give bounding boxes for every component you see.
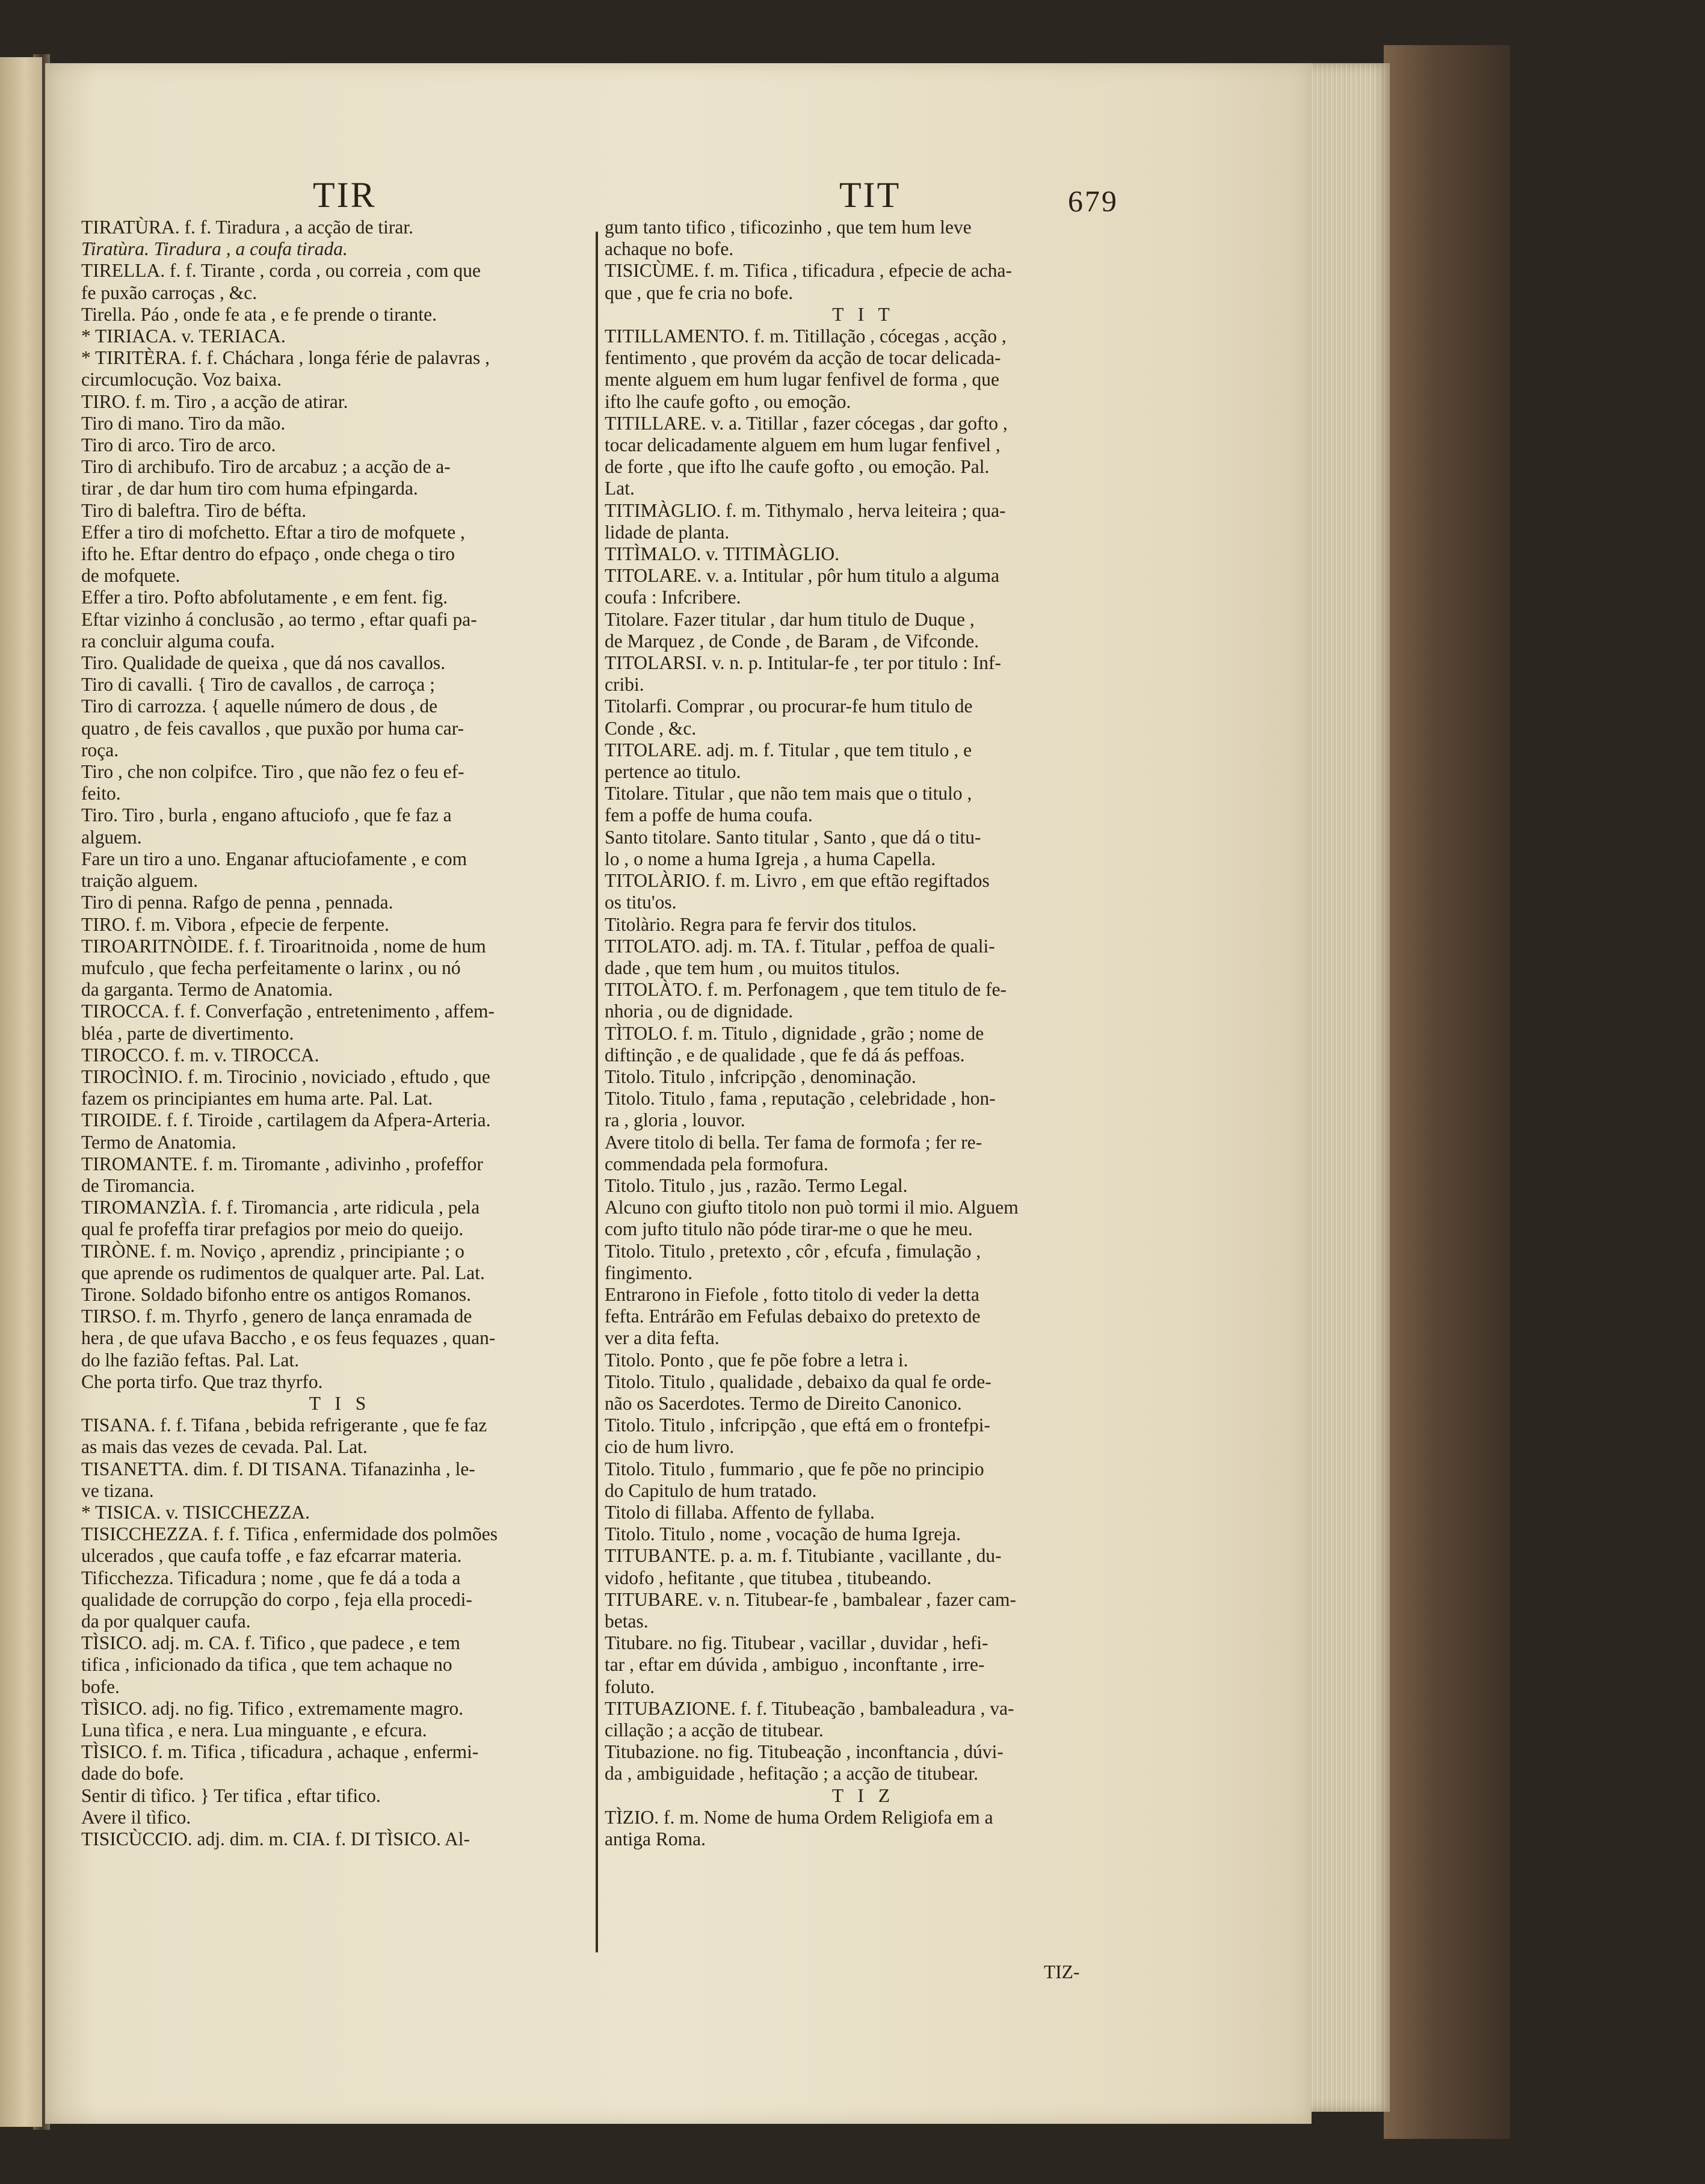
entry-line: TIRSO. f. m. Thyrfo , genero de lança enramada de	[81, 1306, 472, 1327]
entry-line: dade do bofe.	[81, 1763, 184, 1785]
entry-line: TITOLARSI. v. n. p. Intitular-fe , ter por titulo : Inf-	[605, 652, 1001, 674]
entry-line: Tirone. Soldado bifonho entre os antigos Romanos.	[81, 1283, 472, 1305]
entry-line: Tificchezza. Tificadura ; nome , que fe dá a toda a	[81, 1567, 461, 1588]
entry-line: fefta. Entrárão em Fefulas debaixo do pretexto de	[605, 1306, 981, 1327]
entry-line: fingimento.	[605, 1262, 693, 1283]
entry-line: ra , gloria , louvor.	[605, 1109, 745, 1131]
entry-line: TIROCÌNIO. f. m. Tirocinio , noviciado , eftudo , que	[81, 1066, 490, 1087]
entry-line: TÌTOLO. f. m. Titulo , dignidade , grão ; nome de	[605, 1022, 984, 1044]
entry-line: fentimento , que provém da acção de tocar delicada-	[605, 347, 1001, 369]
entry-line: TÌSICO. f. m. Tifica , tificadura , achaque , enfermi-	[81, 1741, 479, 1763]
entry-line: Tiro di carrozza. { aquelle número de dous , de	[81, 696, 438, 717]
entry-line: Eftar vizinho á conclusão , ao termo , eftar quafi pa-	[81, 608, 477, 630]
entry-line: do Capitulo de hum tratado.	[605, 1479, 817, 1501]
section-heading: T I S	[309, 1392, 371, 1414]
entry-line: TITOLARE. adj. m. f. Titular , que tem titulo , e	[605, 739, 972, 760]
entry-line: ver a dita fefta.	[605, 1327, 720, 1349]
entry-line: lo , o nome a huma Igreja , a huma Capella.	[605, 848, 936, 869]
entry-line: TIRO. f. m. Vibora , efpecie de ferpente.	[81, 913, 389, 935]
entry-line: do lhe fazião feftas. Pal. Lat.	[81, 1349, 300, 1371]
entry-line: dade , que tem hum , ou muitos titulos.	[605, 957, 900, 978]
entry-line: Lat.	[605, 478, 635, 499]
entry-line: fem a poffe de huma coufa.	[605, 804, 813, 826]
entry-line: cribi.	[605, 674, 644, 696]
entry-line: TIROARITNÒIDE. f. f. Tiroaritnoida , nome de hum	[81, 935, 486, 957]
entry-line: Effer a tiro. Pofto abfolutamente , e em fent. fig.	[81, 587, 448, 608]
entry-line: Tirella. Páo , onde fe ata , e fe prende o tirante.	[81, 303, 437, 325]
entry-line: ifto lhe caufe gofto , ou emoção.	[605, 390, 851, 412]
entry-line: TISICÙME. f. m. Tifica , tificadura , efpecie de acha-	[605, 260, 1013, 282]
entry-line: da , ambiguidade , hefitação ; a acção de titubear.	[605, 1763, 978, 1785]
entry-line: TISICÙCCIO. adj. dim. m. CIA. f. DI TÌSICO. Al-	[81, 1828, 470, 1850]
entry-line: Titubare. no fig. Titubear , vacillar , duvidar , hefi-	[605, 1632, 988, 1654]
entry-line: Titolare. Titular , que não tem mais que o titulo ,	[605, 783, 972, 804]
entry-line: TITOLÀRIO. f. m. Livro , em que eftão regiftados	[605, 870, 990, 892]
facing-page-edge	[0, 57, 42, 2127]
entry-line: bofe.	[81, 1676, 120, 1697]
entry-line: TITOLÀTO. f. m. Perfonagem , que tem titulo de fe-	[605, 979, 1007, 1001]
entry-line: Termo de Anatomia.	[81, 1131, 236, 1153]
entry-line: TITUBARE. v. n. Titubear-fe , bambalear , fazer cam-	[605, 1588, 1016, 1610]
entry-line: Luna tìfica , e nera. Lua minguante , e efcura.	[81, 1720, 427, 1741]
section-heading: T I T	[832, 303, 895, 325]
entry-line: de mofquete.	[81, 565, 180, 587]
catchword: TIZ-	[1044, 1961, 1080, 1982]
running-head-center: TIT	[839, 175, 901, 215]
entry-line: hera , de que ufava Baccho , e os feus fequazes , quan-	[81, 1327, 496, 1349]
entry-line: diftinção , e de qualidade , que fe dá ás peffoas.	[605, 1044, 965, 1066]
entry-line: que , que fe cria no bofe.	[605, 282, 794, 303]
entry-line: fazem os principiantes em huma arte. Pal. Lat.	[81, 1088, 433, 1109]
entry-line: Titolo. Titulo , pretexto , côr , efcufa , fimulação ,	[605, 1240, 981, 1262]
entry-line: Titolo. Ponto , que fe põe fobre a letra i.	[605, 1349, 908, 1371]
entry-line: TIRELLA. f. f. Tirante , corda , ou correia , com que	[81, 260, 481, 282]
entry-line: Titolare. Fazer titular , dar hum titulo de Duque ,	[605, 608, 975, 630]
entry-line: Tiratùra. Tiradura , a coufa tirada.	[81, 238, 348, 260]
entry-line: tirar , de dar hum tiro com huma efpingarda.	[81, 478, 418, 499]
entry-line: bléa , parte de divertimento.	[81, 1022, 294, 1044]
entry-line: antiga Roma.	[605, 1828, 706, 1850]
entry-line: Sentir di tìfico. } Ter tifica , eftar tifico.	[81, 1785, 381, 1806]
page-stack-edges	[1300, 63, 1390, 2112]
entry-line: cillação ; a acção de titubear.	[605, 1720, 824, 1741]
entry-line: Titolo di fillaba. Affento de fyllaba.	[605, 1501, 875, 1523]
column-rule	[596, 232, 598, 1952]
page-number: 679	[1068, 184, 1118, 218]
entry-line: gum tanto tifico , tificozinho , que tem hum leve	[605, 217, 972, 238]
entry-line: TÌSICO. adj. m. CA. f. Tifico , que padece , e tem	[81, 1632, 460, 1654]
entry-line: TIROCCO. f. m. v. TIROCCA.	[81, 1044, 319, 1066]
entry-line: Avere il tìfico.	[81, 1806, 191, 1828]
entry-line: TITOLARE. v. a. Intitular , pôr hum titulo a alguma	[605, 565, 1000, 587]
entry-line: TIROCCA. f. f. Converfação , entretenimento , affem-	[81, 1001, 495, 1022]
entry-line: coufa : Infcribere.	[605, 587, 741, 608]
entry-line: Tiro di cavalli. { Tiro de cavallos , de carroça ;	[81, 674, 435, 696]
left-column	[81, 217, 599, 1850]
entry-line: * TIRITÈRA. f. f. Cháchara , longa férie de palavras ,	[81, 347, 490, 369]
entry-line: TIRO. f. m. Tiro , a acção de atirar.	[81, 390, 348, 412]
entry-line: betas.	[605, 1611, 649, 1632]
entry-line: de forte , que ifto lhe caufe gofto , ou emoção. Pal.	[605, 456, 990, 478]
entry-line: achaque no bofe.	[605, 238, 734, 260]
entry-line: traição alguem.	[81, 870, 199, 892]
entry-line: ulcerados , que caufa toffe , e faz efcarrar materia.	[81, 1545, 462, 1567]
entry-line: de Marquez , de Conde , de Baram , de Vifconde.	[605, 630, 979, 652]
entry-line: os titu'os.	[605, 892, 677, 913]
entry-line: tar , eftar em dúvida , ambiguo , inconftante , irre-	[605, 1654, 985, 1676]
entry-line: TITILLAMENTO. f. m. Titillação , cócegas , acção ,	[605, 325, 1007, 347]
entry-line: Avere titolo di bella. Ter fama de formofa ; fer re-	[605, 1131, 982, 1153]
entry-line: Titolo. Titulo , infcripção , que eftá em o frontefpi-	[605, 1414, 990, 1436]
entry-line: Tiro , che non colpifce. Tiro , que não fez o feu ef-	[81, 761, 464, 783]
entry-line: TITÌMALO. v. TITIMÀGLIO.	[605, 543, 840, 565]
entry-line: TISICCHEZZA. f. f. Tifica , enfermidade dos polmões	[81, 1523, 498, 1545]
entry-line: ifto he. Eftar dentro do efpaço , onde chega o tiro	[81, 543, 455, 565]
entry-line: tocar delicadamente alguem em hum lugar fenfivel ,	[605, 434, 1000, 456]
entry-line: Tiro di mano. Tiro da mão.	[81, 412, 286, 434]
book-cover-edge	[1384, 45, 1510, 2139]
entry-line: Conde , &c.	[605, 717, 697, 739]
entry-line: Fare un tiro a uno. Enganar aftuciofamente , e com	[81, 848, 467, 869]
entry-line: Che porta tirfo. Que traz thyrfo.	[81, 1371, 323, 1392]
entry-line: pertence ao titulo.	[605, 761, 741, 783]
entry-line: Titolo. Titulo , nome , vocação de huma Igreja.	[605, 1523, 961, 1545]
entry-line: TIROMANTE. f. m. Tiromante , adivinho , profeffor	[81, 1153, 483, 1174]
entry-line: Titolarfi. Comprar , ou procurar-fe hum titulo de	[605, 696, 973, 717]
entry-line: ra concluir alguma coufa.	[81, 630, 275, 652]
entry-line: ve tizana.	[81, 1479, 154, 1501]
entry-line: mente alguem em hum lugar fenfivel de forma , que	[605, 369, 1000, 390]
entry-line: lidade de planta.	[605, 521, 730, 543]
entry-line: feito.	[81, 783, 121, 804]
entry-line: commendada pela formofura.	[605, 1153, 828, 1174]
entry-line: qualidade de corrupção do corpo , feja ella procedi-	[81, 1588, 472, 1610]
entry-line: TITILLARE. v. a. Titillar , fazer cócegas , dar gofto ,	[605, 412, 1008, 434]
entry-line: tifica , inficionado da tifica , que tem achaque no	[81, 1654, 452, 1676]
entry-line: roça.	[81, 739, 119, 760]
entry-line: Tiro. Tiro , burla , engano aftuciofo , que fe faz a	[81, 804, 452, 826]
entry-line: Tiro di baleftra. Tiro de béfta.	[81, 499, 307, 521]
entry-line: de Tiromancia.	[81, 1174, 195, 1196]
entry-line: Effer a tiro di mofchetto. Eftar a tiro de mofquete ,	[81, 521, 465, 543]
entry-line: TIROIDE. f. f. Tiroide , cartilagem da Afpera-Arteria.	[81, 1109, 491, 1131]
entry-line: Titubazione. no fig. Titubeação , inconftancia , dúvi-	[605, 1741, 1004, 1763]
entry-line: vidofo , hefitante , que titubea , titubeando.	[605, 1567, 932, 1588]
entry-line: TITOLATO. adj. m. TA. f. Titular , peffoa de quali-	[605, 935, 995, 957]
entry-line: Titolàrio. Regra para fe fervir dos titulos.	[605, 913, 917, 935]
entry-line: TIROMANZÌA. f. f. Tiromancia , arte ridicula , pela	[81, 1197, 480, 1218]
entry-line: qual fe profeffa tirar prefagios por meio do queijo.	[81, 1218, 464, 1240]
entry-line: foluto.	[605, 1676, 655, 1697]
entry-line: Tiro. Qualidade de queixa , que dá nos cavallos.	[81, 652, 446, 674]
entry-line: TITUBANTE. p. a. m. f. Titubiante , vacillante , du-	[605, 1545, 1002, 1567]
entry-line: as mais das vezes de cevada. Pal. Lat.	[81, 1436, 368, 1458]
right-column	[605, 217, 1122, 1850]
entry-line: que aprende os rudimentos de qualquer arte. Pal. Lat.	[81, 1262, 485, 1283]
entry-line: Tiro di archibufo. Tiro de arcabuz ; a acção de a-	[81, 456, 451, 478]
entry-line: nhoria , ou de dignidade.	[605, 1001, 794, 1022]
entry-line: Titolo. Titulo , qualidade , debaixo da qual fe orde-	[605, 1371, 991, 1392]
entry-line: com jufto titulo não póde tirar-me o que he meu.	[605, 1218, 973, 1240]
entry-line: cio de hum livro.	[605, 1436, 735, 1458]
entry-line: mufculo , que fecha perfeitamente o larinx , ou nó	[81, 957, 461, 978]
entry-line: Tiro di arco. Tiro de arco.	[81, 434, 276, 456]
entry-line: Titolo. Titulo , fama , reputação , celebridade , hon-	[605, 1088, 996, 1109]
entry-line: quatro , de feis cavallos , que puxão por huma car-	[81, 717, 464, 739]
entry-line: alguem.	[81, 826, 142, 848]
entry-line: * TISICA. v. TISICCHEZZA.	[81, 1501, 310, 1523]
entry-line: Tiro di penna. Rafgo de penna , pennada.	[81, 892, 393, 913]
entry-line: Santo titolare. Santo titular , Santo , que dá o titu-	[605, 826, 981, 848]
entry-line: TÌSICO. adj. no fig. Tifico , extremamente magro.	[81, 1697, 464, 1719]
entry-line: da garganta. Termo de Anatomia.	[81, 979, 333, 1001]
entry-line: TÌZIO. f. m. Nome de huma Ordem Religiofa em a	[605, 1806, 993, 1828]
entry-line: TIRÒNE. f. m. Noviço , aprendiz , principiante ; o	[81, 1240, 464, 1262]
entry-line: * TIRIACA. v. TERIACA.	[81, 325, 286, 347]
entry-line: TITUBAZIONE. f. f. Titubeação , bambaleadura , va-	[605, 1697, 1014, 1719]
entry-line: fe puxão carroças , &c.	[81, 282, 257, 303]
entry-line: não os Sacerdotes. Termo de Direito Canonico.	[605, 1392, 962, 1414]
entry-line: Entrarono in Fiefole , fotto titolo di veder la detta	[605, 1283, 979, 1305]
entry-line: TISANETTA. dim. f. DI TISANA. Tifanazinha , le-	[81, 1458, 475, 1479]
entry-line: TITIMÀGLIO. f. m. Tithymalo , herva leiteira ; qua-	[605, 499, 1006, 521]
section-heading: T I Z	[831, 1785, 895, 1806]
running-head-left: TIR	[313, 175, 377, 215]
entry-line: TIRATÙRA. f. f. Tiradura , a acção de tirar.	[81, 217, 413, 238]
entry-line: Alcuno con giufto titolo non può tormi il mio. Alguem	[605, 1197, 1019, 1218]
entry-line: Titolo. Titulo , jus , razão. Termo Legal.	[605, 1174, 908, 1196]
entry-line: Titolo. Titulo , infcripção , denominação.	[605, 1066, 916, 1087]
entry-line: TISANA. f. f. Tifana , bebida refrigerante , que fe faz	[81, 1414, 487, 1436]
entry-line: circumlocução. Voz baixa.	[81, 369, 282, 390]
entry-line: Titolo. Titulo , fummario , que fe põe no principio	[605, 1458, 984, 1479]
entry-line: da por qualquer caufa.	[81, 1611, 251, 1632]
